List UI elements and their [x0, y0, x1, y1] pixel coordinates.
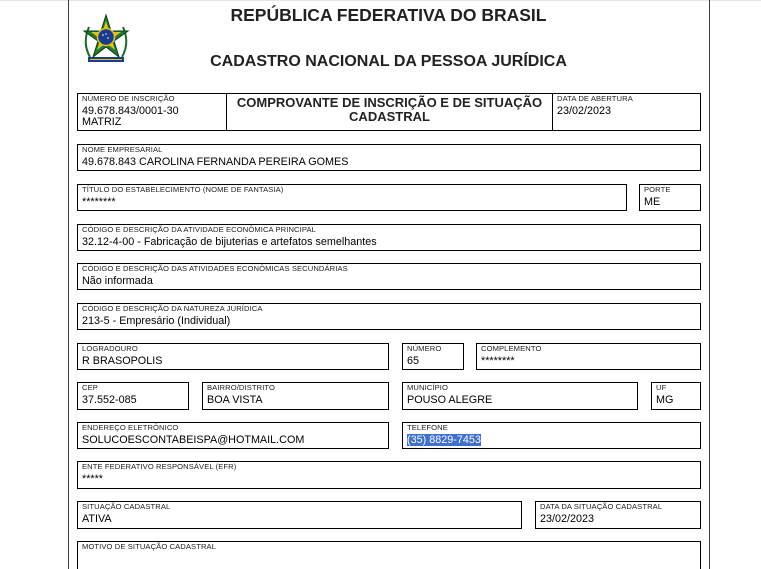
- nome-empresarial-label: NOME EMPRESARIAL: [82, 145, 163, 154]
- top-divider: [0, 0, 761, 1]
- logradouro-field: [77, 343, 389, 370]
- data-situacao-value: 23/02/2023: [540, 513, 595, 525]
- page-title: CADASTRO NACIONAL DA PESSOA JURÍDICA: [210, 53, 567, 70]
- natureza-juridica-field: [77, 303, 701, 330]
- efr-label: ENTE FEDERATIVO RESPONSÁVEL (EFR): [82, 462, 237, 471]
- porte-field: [639, 184, 701, 211]
- municipio-field: [402, 382, 638, 410]
- efr-value: *****: [82, 473, 104, 485]
- complemento-field: [476, 343, 701, 370]
- logradouro-value: R BRASOPOLIS: [82, 355, 163, 367]
- bairro-field: [202, 382, 389, 410]
- complemento-label: COMPLEMENTO: [481, 344, 542, 353]
- porte-label: PORTE: [644, 185, 671, 194]
- municipio-value: POUSO ALEGRE: [407, 394, 493, 406]
- numero-label: NÚMERO: [407, 344, 442, 353]
- porte-value: ME: [644, 196, 661, 208]
- atividades-secundarias-label: CÓDIGO E DESCRIÇÃO DAS ATIVIDADES ECONÔMICAS SECUNDÁRIAS: [82, 264, 348, 273]
- atividade-principal-value: 32.12-4-00 - Fabricação de bijuterias e artefatos semelhantes: [82, 236, 377, 248]
- cep-field: [77, 382, 189, 410]
- email-field: [77, 422, 389, 449]
- abertura-field: [552, 93, 701, 131]
- republic-title: REPÚBLICA FEDERATIVA DO BRASIL: [230, 5, 547, 25]
- data-situacao-field: [535, 501, 701, 529]
- atividades-secundarias-value: Não informada: [82, 275, 153, 287]
- municipio-label: MUNICÍPIO: [407, 383, 448, 392]
- inscricao-value: 49.678.843/0001-30: [82, 105, 179, 117]
- page-left-border: [68, 0, 69, 569]
- telefone-label: TELEFONE: [407, 423, 448, 432]
- inscricao-label: NÚMERO DE INSCRIÇÃO: [82, 94, 175, 103]
- nome-fantasia-label: TÍTULO DO ESTABELECIMENTO (NOME DE FANTASIA): [82, 185, 284, 194]
- natureza-juridica-label: CÓDIGO E DESCRIÇÃO DA NATUREZA JURÍDICA: [82, 304, 263, 313]
- complemento-value: ********: [481, 355, 515, 367]
- inscricao-field: [77, 93, 227, 131]
- uf-label: UF: [656, 383, 667, 392]
- nome-empresarial-field: [77, 144, 701, 171]
- nome-empresarial-value: 49.678.843 CAROLINA FERNANDA PEREIRA GOMES: [82, 156, 349, 168]
- numero-field: [402, 343, 464, 370]
- nome-fantasia-field: [77, 184, 627, 211]
- data-situacao-label: DATA DA SITUAÇÃO CADASTRAL: [540, 502, 663, 511]
- atividades-secundarias-field: [77, 263, 701, 290]
- uf-value: MG: [656, 394, 674, 406]
- situacao-label: SITUAÇÃO CADASTRAL: [82, 502, 171, 511]
- logradouro-label: LOGRADOURO: [82, 344, 138, 353]
- email-label: ENDEREÇO ELETRÔNICO: [82, 423, 179, 432]
- nome-fantasia-value: ********: [82, 196, 116, 208]
- bairro-label: BAIRRO/DISTRITO: [207, 383, 276, 392]
- atividade-principal-field: [77, 224, 701, 251]
- situacao-field: [77, 501, 522, 529]
- efr-field: [77, 461, 701, 489]
- numero-value: 65: [407, 355, 420, 367]
- natureza-juridica-value: 213-5 - Empresário (Individual): [82, 315, 231, 327]
- inscricao-type: MATRIZ: [82, 116, 122, 128]
- abertura-value: 23/02/2023: [557, 105, 612, 117]
- page-right-border: [709, 0, 710, 569]
- motivo-label: MOTIVO DE SITUAÇÃO CADASTRAL: [82, 542, 217, 551]
- cep-label: CEP: [82, 383, 98, 392]
- motivo-field: [77, 541, 701, 569]
- cep-value: 37.552-085: [82, 394, 137, 406]
- telefone-field: [402, 422, 701, 449]
- atividade-principal-label: CÓDIGO E DESCRIÇÃO DA ATIVIDADE ECONÔMICA PRINCIPAL: [82, 225, 316, 234]
- comprovante-title-box: [226, 93, 553, 131]
- situacao-value: ATIVA: [82, 513, 112, 525]
- email-value: SOLUCOESCONTABEISPA@HOTMAIL.COM: [82, 434, 305, 446]
- bairro-value: BOA VISTA: [207, 394, 263, 406]
- abertura-label: DATA DE ABERTURA: [557, 94, 633, 103]
- uf-field: [651, 382, 701, 410]
- telefone-value-selected[interactable]: (35) 8829-7453: [407, 434, 481, 446]
- document-title: COMPROVANTE DE INSCRIÇÃO E DE SITUAÇÃO CADASTRAL: [236, 95, 543, 124]
